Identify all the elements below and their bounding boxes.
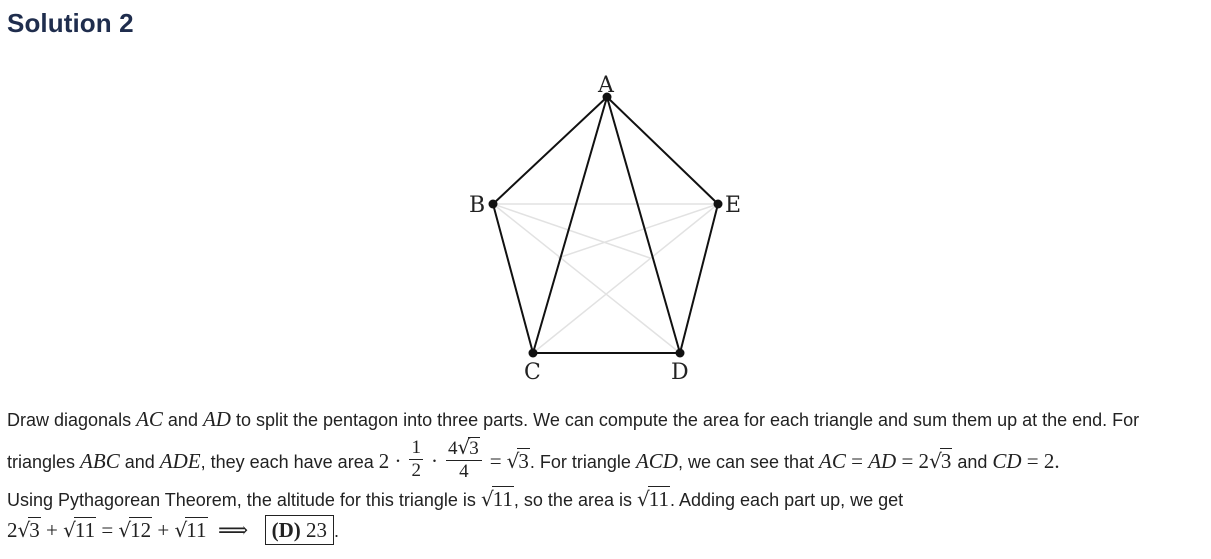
answer-value: 23 <box>300 518 328 542</box>
text-segment: , we can see that <box>677 452 820 472</box>
paragraph-line-2 <box>7 432 1060 491</box>
radical-sign: √ <box>637 487 650 511</box>
math-equals: = <box>96 518 119 542</box>
radical-sign: √ <box>457 434 471 459</box>
numerator-coefficient: 4 <box>448 437 458 459</box>
math-segment: ACD <box>635 449 678 473</box>
fraction-four-root-three-over-four <box>446 434 482 482</box>
sqrt-symbol <box>929 432 952 490</box>
vertex-label-e: E <box>725 193 742 218</box>
faint-diagonal-ce <box>533 204 718 353</box>
radicand: 11 <box>186 518 207 542</box>
math-segment: AD <box>202 407 231 431</box>
radical-sign: √ <box>480 487 494 511</box>
math-segment: 2 <box>7 518 18 542</box>
text-segment: , they each have area <box>200 452 379 472</box>
radicand: 3 <box>29 518 40 542</box>
solution-heading: Solution 2 <box>7 8 134 38</box>
sqrt-symbol <box>118 514 152 546</box>
text-segment: and <box>952 452 993 472</box>
sqrt-symbol <box>175 514 208 546</box>
math-segment: 2 · <box>378 449 402 473</box>
math-plus: + <box>40 518 64 542</box>
math-segment: AC <box>819 449 846 473</box>
diagonal-ad <box>607 97 680 353</box>
radical-sign: √ <box>506 449 520 473</box>
edge-ab <box>493 97 607 204</box>
radicand: 3 <box>518 449 529 473</box>
fraction-denominator: 4 <box>459 460 469 482</box>
vertex-point-d <box>676 349 685 358</box>
text-segment: Draw diagonals <box>7 410 137 430</box>
radical-sign: √ <box>118 518 132 542</box>
math-segment: = <box>845 449 869 473</box>
pentagon-figure <box>440 62 780 392</box>
math-equals: = <box>489 449 502 473</box>
math-dot: · <box>431 449 438 473</box>
math-plus: + <box>152 518 175 542</box>
boxed-answer <box>265 515 334 545</box>
math-segment: = 2 <box>896 449 930 473</box>
paragraph-line-1 <box>7 407 1139 432</box>
radical-sign: √ <box>63 518 76 542</box>
radical-sign: √ <box>174 518 188 542</box>
radicand: 11 <box>74 518 96 542</box>
faint-diagonal-b-mid <box>493 204 650 258</box>
text-segment: . <box>334 521 340 541</box>
math-segment: ABC <box>80 449 120 473</box>
text-segment: . For triangle <box>529 452 636 472</box>
pentagon-edges <box>493 97 718 353</box>
math-segment: = 2. <box>1021 449 1060 473</box>
paragraph-line-4 <box>7 514 339 547</box>
math-segment: ADE <box>159 449 201 473</box>
text-segment: and <box>162 410 203 430</box>
fraction-one-half <box>409 438 423 481</box>
vertex-label-b: B <box>469 193 486 218</box>
edge-de <box>680 204 718 353</box>
pentagon-diagram <box>440 62 780 392</box>
vertex-point-e <box>714 200 723 209</box>
implies-arrow: ⟹ <box>207 518 259 542</box>
fraction-numerator: 1 <box>411 436 421 458</box>
radical-sign: √ <box>17 518 31 542</box>
fraction-numerator <box>446 434 482 461</box>
text-segment: to split the pentagon into three parts. We can compute the area for each triangle and sum them up at the end. For <box>230 410 1140 430</box>
edge-ea <box>607 97 718 204</box>
radicand: 11 <box>648 487 669 511</box>
edge-bc <box>493 204 533 353</box>
text-segment: triangles <box>7 452 81 472</box>
sqrt-symbol <box>637 487 670 511</box>
answer-letter: (D) <box>271 518 301 542</box>
radicand: 11 <box>492 487 513 511</box>
fraction-denominator: 2 <box>411 459 421 481</box>
math-segment: AD <box>868 449 897 473</box>
sqrt-symbol <box>457 434 480 459</box>
text-segment: , so the area is <box>513 490 637 510</box>
vertex-point-b <box>489 200 498 209</box>
math-segment: CD <box>992 449 1022 473</box>
vertex-label-a: A <box>598 73 614 98</box>
sqrt-symbol <box>18 514 41 546</box>
radicand: 12 <box>130 518 152 542</box>
text-segment: Using Pythagorean Theorem, the altitude for this triangle is <box>7 490 481 510</box>
vertex-label-c: C <box>524 360 541 385</box>
sqrt-symbol <box>507 432 530 490</box>
sqrt-symbol <box>481 487 514 511</box>
math-segment: AC <box>136 407 163 431</box>
radicand: 3 <box>469 437 479 459</box>
sqrt-symbol <box>63 514 96 546</box>
vertex-label-d: D <box>671 360 689 385</box>
text-segment: and <box>119 452 160 472</box>
faint-diagonal-e-mid <box>558 204 718 258</box>
radicand: 3 <box>940 449 952 473</box>
paragraph-line-3 <box>7 487 903 512</box>
diagonal-ac <box>533 97 607 353</box>
radical-sign: √ <box>929 449 942 473</box>
text-segment: . Adding each part up, we get <box>669 490 904 510</box>
vertex-point-c <box>529 349 538 358</box>
